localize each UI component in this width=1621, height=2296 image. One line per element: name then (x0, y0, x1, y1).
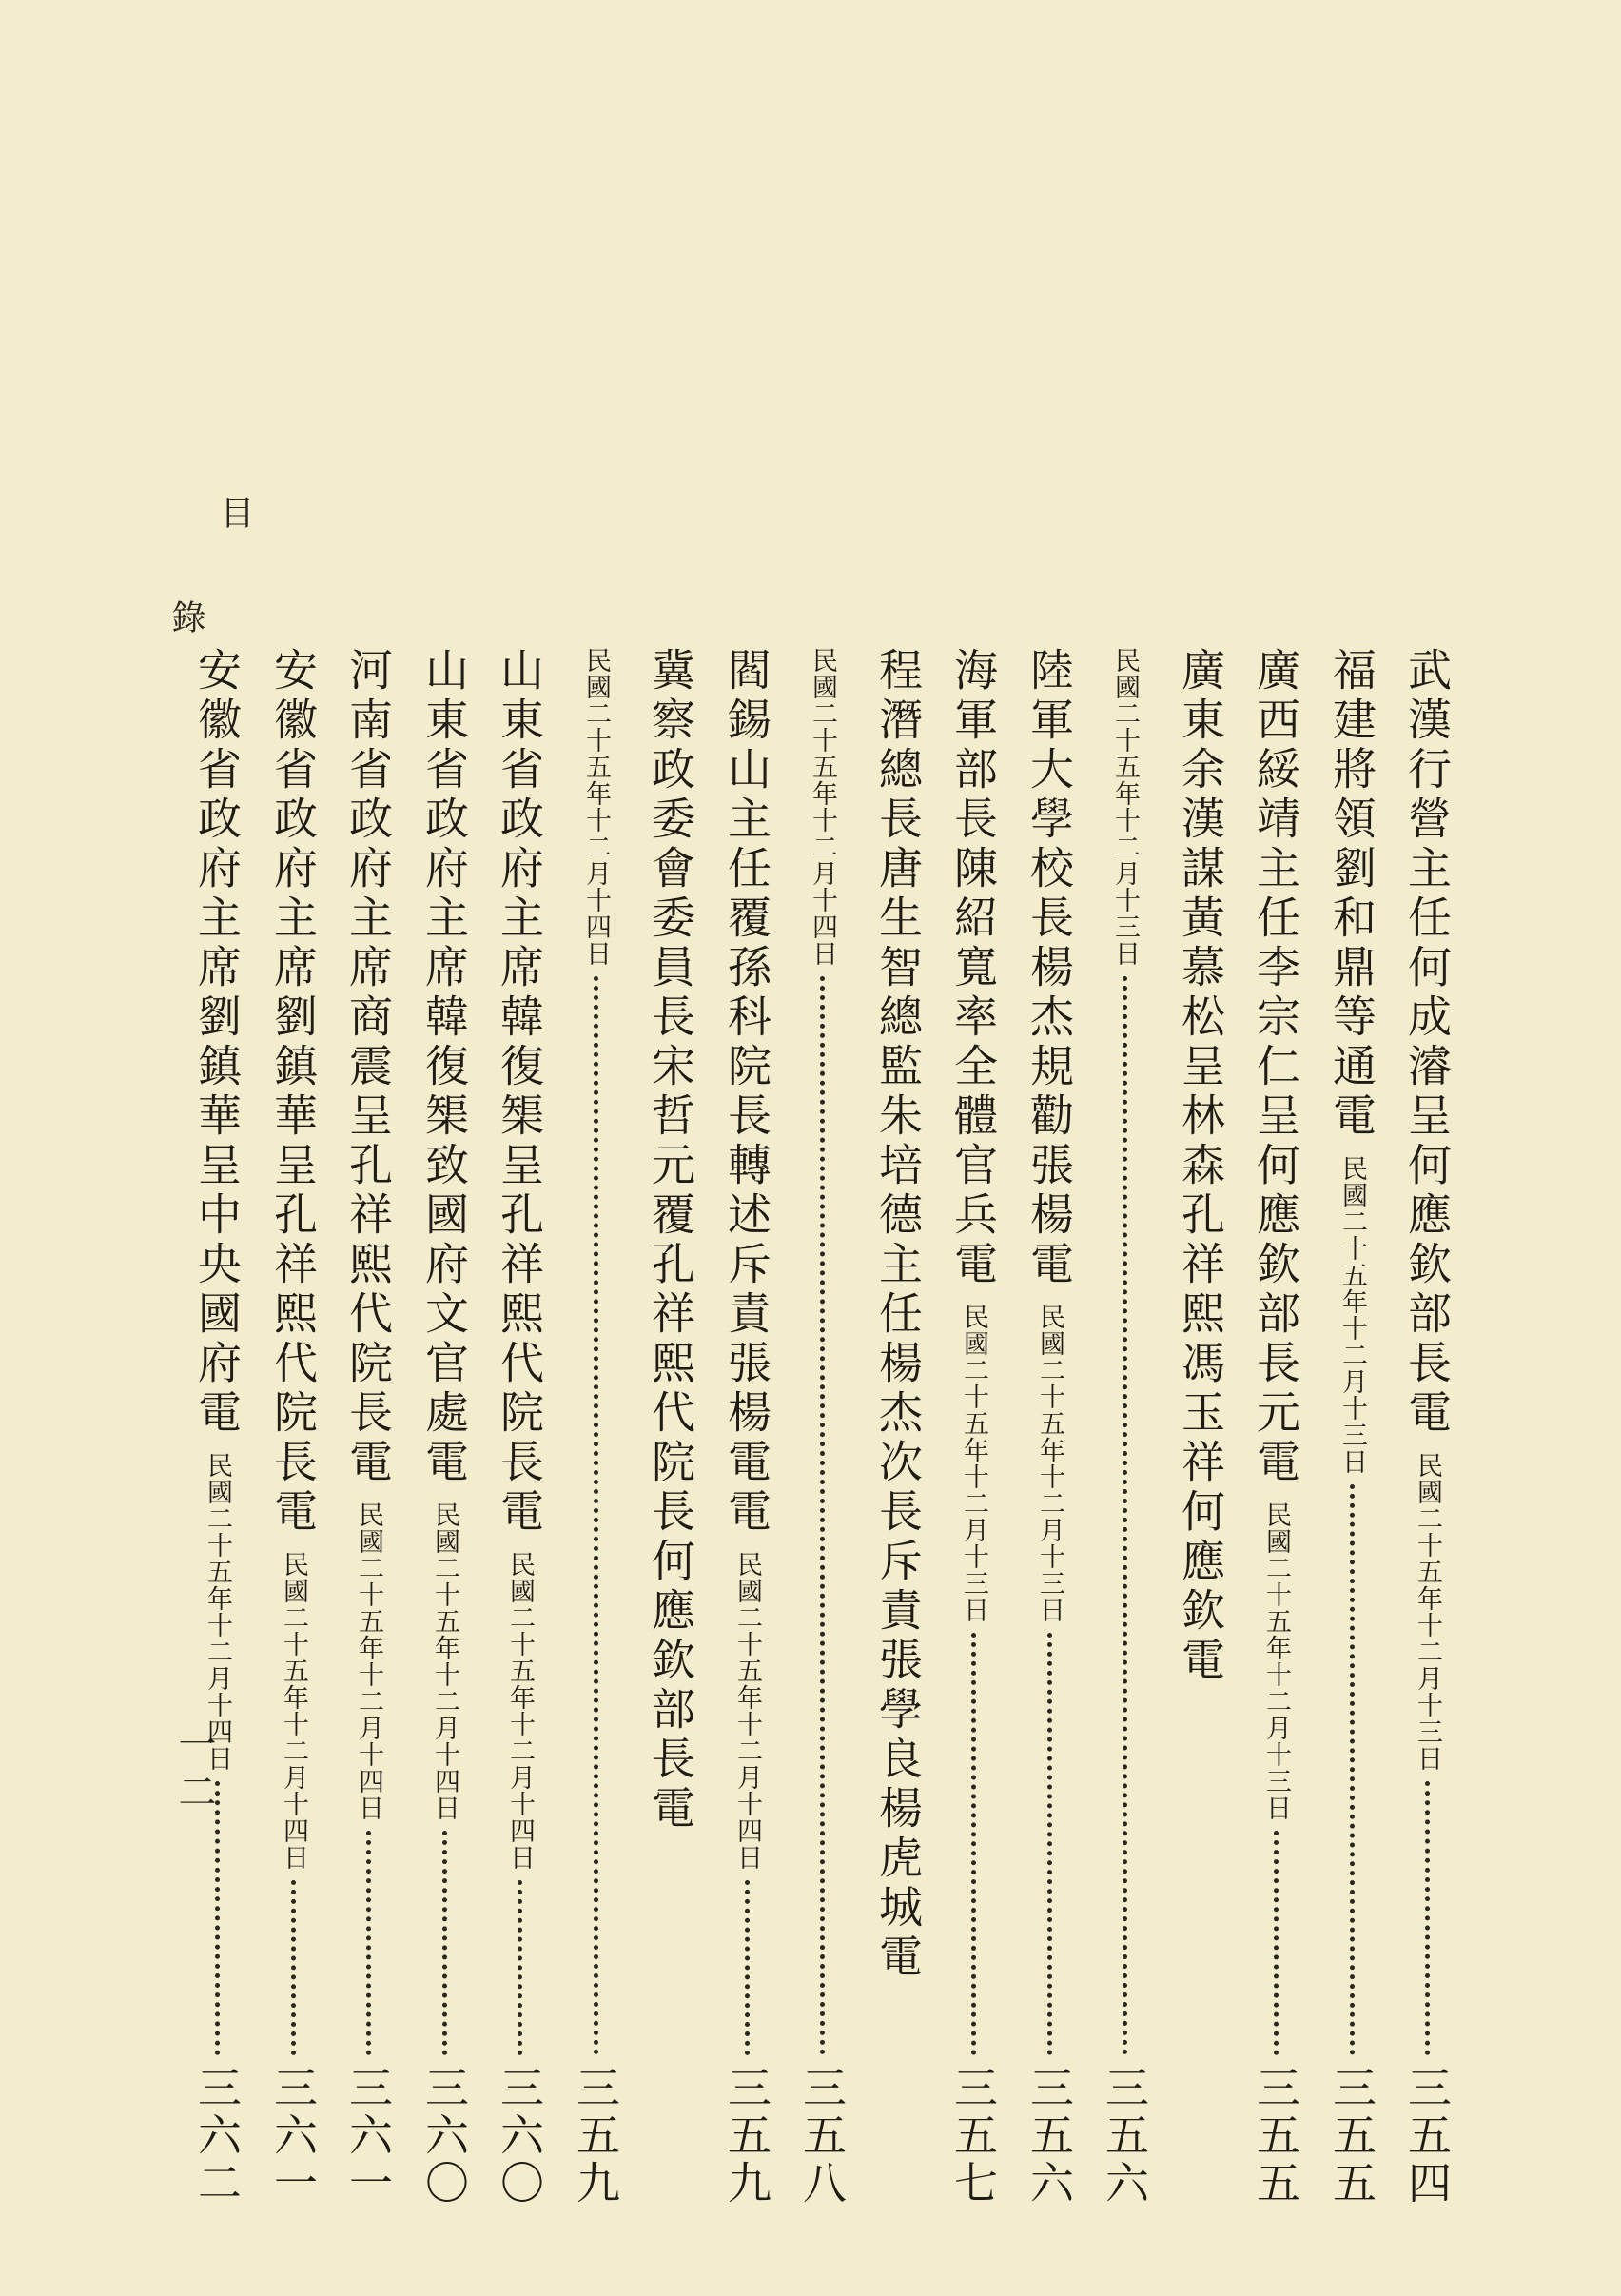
toc-entry (188, 647, 245, 2208)
dot-leader (945, 1633, 976, 2055)
toc-entry (264, 647, 322, 2208)
page-number: 一二 (172, 1724, 216, 1819)
dot-leader (793, 976, 825, 2055)
toc-entry (1021, 647, 1078, 2208)
entry-page-number: 三五七 (947, 2065, 999, 2208)
entry-title: 海軍部長陳紹寬率全體官兵電 (947, 647, 999, 1290)
entry-title: 安徽省政府主席劉鎮華呈孔祥熙代院長電 (267, 647, 319, 1538)
entry-date: 民國二十五年十二月十四日 (808, 647, 837, 967)
dot-leader (1021, 1633, 1052, 2055)
entry-date: 民國二十五年十二月十三日 (1035, 1304, 1064, 1623)
entry-date: 民國二十五年十二月十四日 (430, 1501, 459, 1821)
entry-page-number: 三五五 (1326, 2065, 1377, 2208)
dot-leader (567, 976, 598, 2055)
dot-leader (491, 1880, 522, 2055)
entry-date: 民國二十五年十二月十四日 (505, 1551, 535, 1871)
entry-page-number: 三六一 (342, 2065, 394, 2208)
dot-leader (188, 1781, 220, 2055)
entry-title: 陸軍大學校長楊杰規勸張楊電 (1024, 647, 1075, 1290)
dot-leader (1398, 1781, 1430, 2055)
toc-entry (1323, 647, 1380, 2208)
toc-entry (1096, 647, 1153, 2208)
entry-date: 民國二十五年十二月十三日 (1413, 1452, 1442, 1772)
entry-page-number: 三五四 (1401, 2065, 1453, 2208)
entry-date: 民國二十五年十二月十四日 (581, 647, 611, 967)
dot-leader (1247, 1831, 1279, 2055)
entry-date: 民國二十五年十二月十四日 (732, 1551, 762, 1871)
toc-entry (340, 647, 397, 2208)
toc-entry (1398, 647, 1455, 2208)
toc-entry (491, 647, 548, 2208)
entry-title: 河南省政府主席商震呈孔祥熙代院長電 (342, 647, 394, 1488)
entry-date: 民國二十五年十二月十三日 (959, 1304, 988, 1623)
entry-date: 民國二十五年十二月十三日 (1110, 647, 1140, 967)
entry-page-number: 三五六 (1099, 2065, 1150, 2208)
entry-title: 安徽省政府主席劉鎮華呈中央國府電 (191, 647, 243, 1439)
dot-leader (264, 1880, 296, 2055)
entry-page-number: 三六二 (191, 2065, 243, 2208)
entry-date: 民國二十五年十二月十四日 (354, 1501, 383, 1821)
entry-date: 民國二十五年十二月十三日 (1338, 1155, 1367, 1475)
dot-leader (340, 1831, 371, 2055)
entry-page-number: 三六〇 (494, 2065, 545, 2208)
toc-entry (642, 647, 699, 2208)
entry-title: 程潛總長唐生智總監朱培德主任楊杰次長斥責張學良楊虎城電 (872, 647, 924, 1983)
running-title-char: 目 (215, 495, 254, 537)
dot-leader (416, 1831, 447, 2055)
entry-page-number: 三五八 (796, 2065, 848, 2208)
toc-entry (1172, 647, 1229, 2208)
toc-entry (793, 647, 850, 2208)
toc-entry (718, 647, 775, 2208)
entry-title: 廣東余漢謀黃慕松呈林森孔祥熙馮玉祥何應欽電 (1175, 647, 1226, 1686)
toc-entry (869, 647, 927, 2208)
entry-title: 廣西綏靖主任李宗仁呈何應欽部長元電 (1250, 647, 1301, 1488)
toc-entry (945, 647, 1002, 2208)
entry-date: 民國二十五年十二月十四日 (279, 1551, 308, 1871)
entry-date: 民國二十五年十二月十四日 (203, 1452, 232, 1772)
entry-title: 福建將領劉和鼎等通電 (1326, 647, 1377, 1142)
entry-title: 閻錫山主任覆孫科院長轉述斥責張楊電電 (721, 647, 772, 1538)
entry-page-number: 三五五 (1250, 2065, 1301, 2208)
entry-title: 冀察政委會委員長宋哲元覆孔祥熙代院長何應欽部長電 (645, 647, 696, 1835)
entry-page-number: 三五九 (570, 2065, 621, 2208)
running-title-char-2: 錄 (166, 599, 205, 641)
toc-entry (416, 647, 473, 2208)
entry-page-number: 三六〇 (419, 2065, 470, 2208)
entry-page-number: 三五六 (1024, 2065, 1075, 2208)
entry-title: 武漢行營主任何成濬呈何應欽部長電 (1401, 647, 1453, 1439)
dot-leader (718, 1880, 750, 2055)
entry-date: 民國二十五年十二月十三日 (1261, 1501, 1291, 1821)
entry-title: 山東省政府主席韓復榘致國府文官處電 (419, 647, 470, 1488)
toc-entry (1247, 647, 1304, 2208)
toc-entry (567, 647, 624, 2208)
dot-leader (1323, 1484, 1355, 2055)
entry-page-number: 三六一 (267, 2065, 319, 2208)
dot-leader (1096, 976, 1127, 2055)
entry-page-number: 三五九 (721, 2065, 772, 2208)
entry-title: 山東省政府主席韓復榘呈孔祥熙代院長電 (494, 647, 545, 1538)
